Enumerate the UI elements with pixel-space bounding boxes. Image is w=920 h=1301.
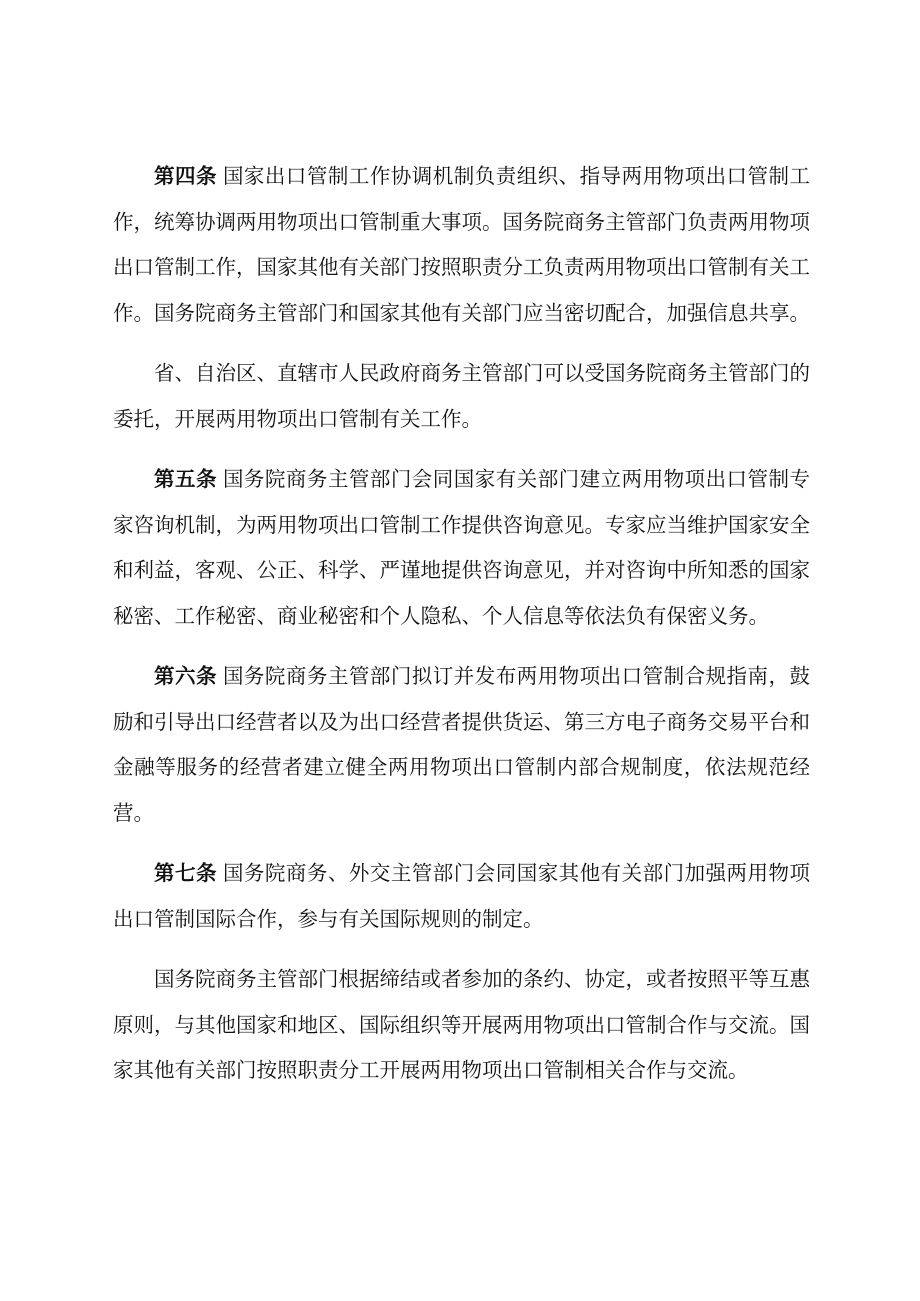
paragraph-text: 国务院商务主管部门拟订并发布两用物项出口管制合规指南，鼓励和引导出口经营者以及为出口经营者提供货运、第三方电子商务交易平台和金融等服务的经营者建立健全两用物项出口管制内部合规制度，依法规范经营。 bbox=[113, 664, 811, 825]
article-heading: 第四条 bbox=[154, 164, 217, 188]
document-page bbox=[113, 154, 810, 1109]
paragraph-text: 省、自治区、直辖市人民政府商务主管部门可以受国务院商务主管部门的委托，开展两用物项出口管制有关工作。 bbox=[113, 361, 810, 431]
paragraph-article-4-clause-2 bbox=[113, 351, 810, 442]
paragraph-article-4 bbox=[113, 154, 810, 336]
paragraph-article-6 bbox=[113, 654, 810, 836]
article-heading: 第六条 bbox=[154, 664, 217, 688]
paragraph-article-7-clause-2 bbox=[113, 957, 810, 1094]
article-heading: 第五条 bbox=[154, 467, 217, 491]
paragraph-text: 国家出口管制工作协调机制负责组织、指导两用物项出口管制工作，统筹协调两用物项出口管制重大事项。国务院商务主管部门负责两用物项出口管制工作，国家其他有关部门按照职责分工负责两用物项出口管制有关工作。国务院商务主管部门和国家其他有关部门应当密切配合，加强信息共享。 bbox=[113, 164, 811, 325]
paragraph-article-7 bbox=[113, 851, 810, 942]
paragraph-text: 国务院商务主管部门会同国家有关部门建立两用物项出口管制专家咨询机制，为两用物项出口管制工作提供咨询意见。专家应当维护国家安全和利益，客观、公正、科学、严谨地提供咨询意见，并对咨询中所知悉的国家秘密、工作秘密、商业秘密和个人隐私、个人信息等依法负有保密义务。 bbox=[113, 467, 811, 628]
article-heading: 第七条 bbox=[154, 861, 217, 885]
paragraph-text: 国务院商务、外交主管部门会同国家其他有关部门加强两用物项出口管制国际合作，参与有关国际规则的制定。 bbox=[113, 861, 811, 931]
paragraph-text: 国务院商务主管部门根据缔结或者参加的条约、协定，或者按照平等互惠原则，与其他国家和地区、国际组织等开展两用物项出口管制合作与交流。国家其他有关部门按照职责分工开展两用物项出口管制相关合作与交流。 bbox=[113, 967, 810, 1082]
paragraph-article-5 bbox=[113, 457, 810, 639]
